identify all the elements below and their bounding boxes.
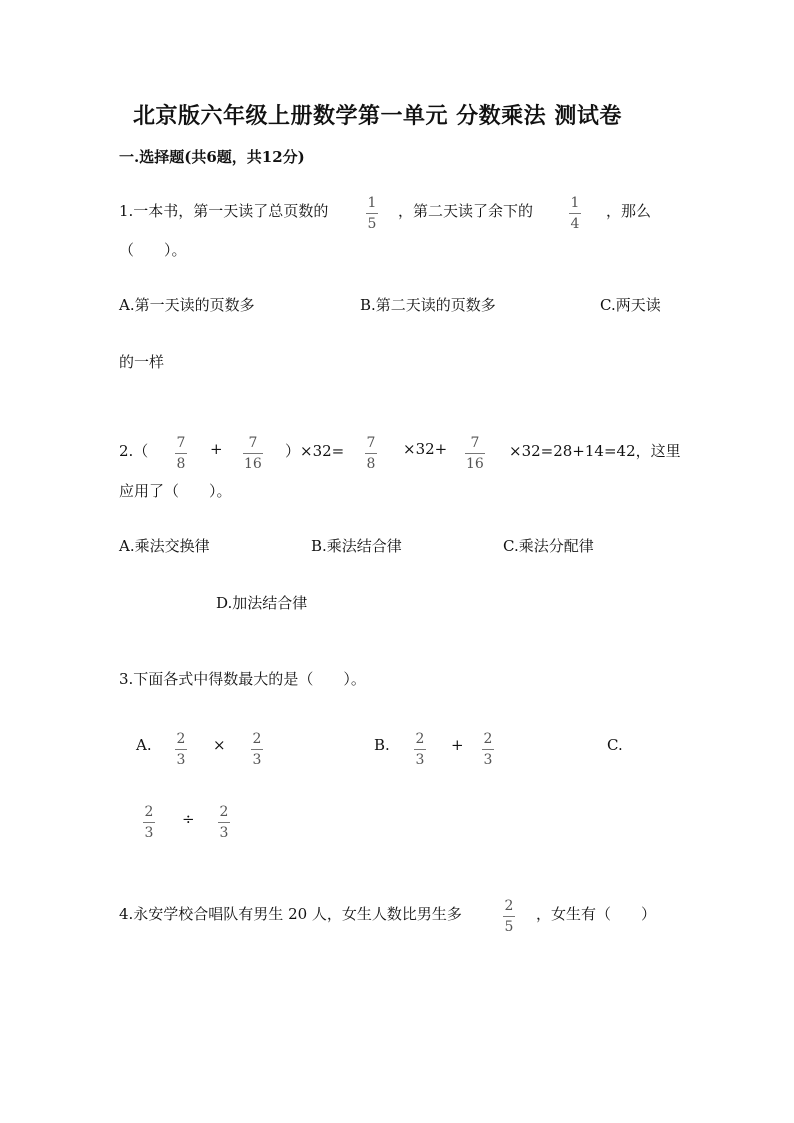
denominator: 4: [570, 216, 580, 232]
q3-option-b-op: +: [451, 736, 464, 754]
section-heading: 一.选择题(共6题，共12分): [119, 148, 305, 166]
q1-option-c: C.两天读: [600, 296, 661, 314]
q4-text-part2: ，女生有（ ）: [536, 905, 657, 923]
q2-text-part2: ）×32=: [285, 442, 345, 460]
q3-option-b-frac1: [414, 731, 426, 768]
q1-text-part3: ，那么: [606, 202, 652, 220]
numerator: 2: [252, 731, 262, 747]
q2-text-part3: ×32+: [403, 440, 448, 458]
denominator: 3: [483, 752, 493, 768]
denominator: 3: [415, 752, 425, 768]
q3-option-b-label: B.: [374, 736, 390, 754]
q3-option-c-op: ÷: [182, 810, 195, 828]
q3-option-b-frac2: [482, 731, 494, 768]
q1-option-b: B.第二天读的页数多: [360, 296, 496, 314]
denominator: 8: [366, 456, 376, 472]
numerator: 1: [367, 195, 377, 211]
q2-option-c: C.乘法分配律: [503, 537, 594, 555]
q1-text-part1: 1.一本书，第一天读了总页数的: [119, 202, 329, 220]
q3-option-a-frac2: [251, 731, 263, 768]
q2-fraction-1: [175, 435, 187, 472]
denominator: 5: [367, 216, 377, 232]
q3-option-a-frac1: [175, 731, 187, 768]
q1-option-c-cont: 的一样: [119, 353, 165, 371]
numerator: 7: [176, 435, 186, 451]
q1-answer-blank: （ ）。: [119, 241, 187, 259]
q2-option-b: B.乘法结合律: [311, 537, 402, 555]
q3-option-a-label: A.: [136, 736, 152, 754]
q2-text-part5: 应用了（ ）。: [119, 482, 232, 500]
numerator: 2: [176, 731, 186, 747]
denominator: 16: [466, 456, 484, 472]
q2-fraction-4: [465, 435, 485, 472]
q2-option-a: A.乘法交换律: [119, 537, 210, 555]
q2-option-d: D.加法结合律: [216, 594, 308, 612]
q4-text-part1: 4.永安学校合唱队有男生 20 人，女生人数比男生多: [119, 905, 462, 923]
q3-option-a-op: ×: [213, 736, 226, 754]
numerator: 7: [366, 435, 376, 451]
q3-option-c-label: C.: [607, 736, 623, 754]
denominator: 8: [176, 456, 186, 472]
numerator: 2: [415, 731, 425, 747]
q2-plus: +: [210, 440, 223, 458]
q1-text-part2: ，第二天读了余下的: [398, 202, 534, 220]
denominator: 3: [252, 752, 262, 768]
page-title: 北京版六年级上册数学第一单元 分数乘法 测试卷: [133, 103, 622, 129]
q2-text-part4: ×32=28+14=42，这里: [509, 442, 681, 460]
denominator: 3: [219, 825, 229, 841]
numerator: 1: [570, 195, 580, 211]
numerator: 7: [248, 435, 258, 451]
denominator: 16: [244, 456, 262, 472]
q3-option-c-frac1: [143, 804, 155, 841]
numerator: 2: [483, 731, 493, 747]
denominator: 3: [176, 752, 186, 768]
q3-option-c-frac2: [218, 804, 230, 841]
numerator: 7: [470, 435, 480, 451]
q3-text: 3.下面各式中得数最大的是（ ）。: [119, 670, 366, 688]
q2-fraction-3: [365, 435, 377, 472]
q2-text-part1: 2.（: [119, 442, 149, 460]
numerator: 2: [504, 898, 514, 914]
denominator: 3: [144, 825, 154, 841]
q4-fraction: [503, 898, 515, 935]
q1-fraction-1: [366, 195, 378, 232]
numerator: 2: [144, 804, 154, 820]
denominator: 5: [504, 919, 514, 935]
q1-option-a: A.第一天读的页数多: [119, 296, 255, 314]
q1-fraction-2: [569, 195, 581, 232]
q2-fraction-2: [243, 435, 263, 472]
numerator: 2: [219, 804, 229, 820]
